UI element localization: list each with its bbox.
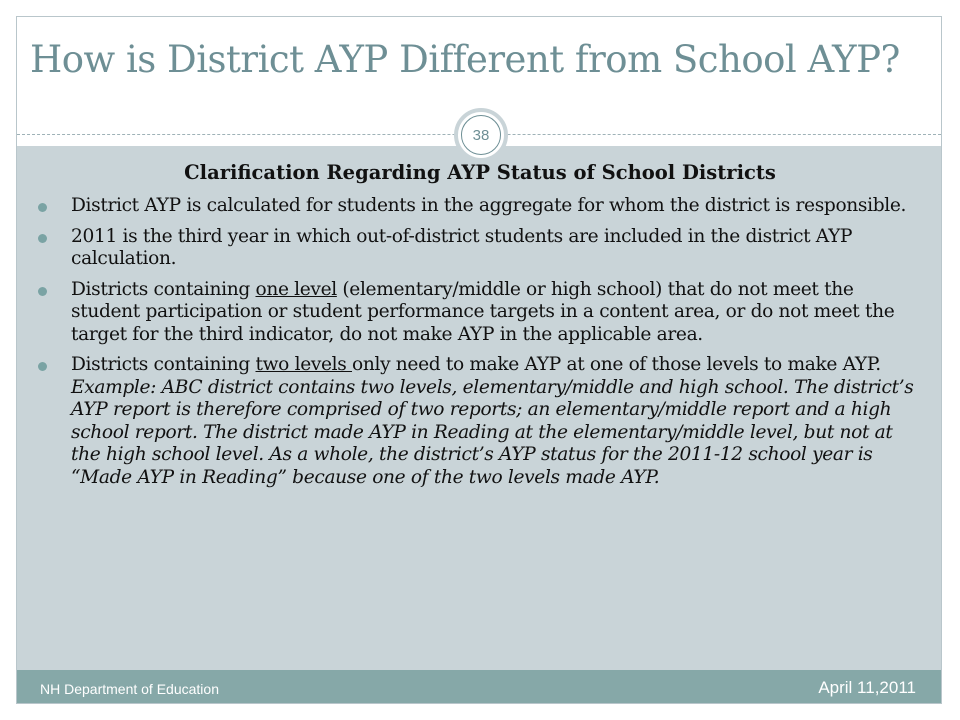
bullet-text: only need to make AYP at one of those levels to make AYP. [352,354,881,375]
underlined-term: one level [255,278,337,300]
bullet-text: (elementary/middle or high school) that do not meet the student participation or student performance targets in a content area, or do not meet the target for the third indicator, do not make AYP in the applicable area. [71,278,895,345]
underlined-term: two levels [255,354,353,375]
example-text: Example: ABC district contains two levels, elementary/middle and high school. The district’s AYP report is therefore comprised of two reports; an elementary/middle report and a high school report. The district made AYP in Reading at the elementary/middle level, but not at the high school level. As a whole, the district’s AYP status for the 2011-12 school year is “Made AYP in Reading” because one of the two levels made AYP. [71,376,914,488]
bullet-list [30,195,925,497]
bullet-text: District AYP is calculated for students in the aggregate for whom the district is responsible. [71,195,907,216]
bullet-text: Districts containing [71,354,256,375]
slide-title: How is District AYP Different from School AYP? [30,38,900,81]
bullet-text: Districts containing [71,278,256,300]
footer-organization: NH Department of Education [40,681,219,697]
bullet-item-1 [30,195,925,218]
section-heading: Clarification Regarding AYP Status of School Districts [184,161,776,184]
bullet-item-3 [30,279,925,347]
bullet-text: 2011 is the third year in which out-of-district students are included in the district AYP calculation. [71,225,853,269]
bullet-item-2 [30,226,925,271]
page-number-badge [454,108,508,162]
page-number: 38 [461,115,501,155]
bullet-item-4 [30,354,925,489]
footer-date: April 11,2011 [818,678,916,697]
